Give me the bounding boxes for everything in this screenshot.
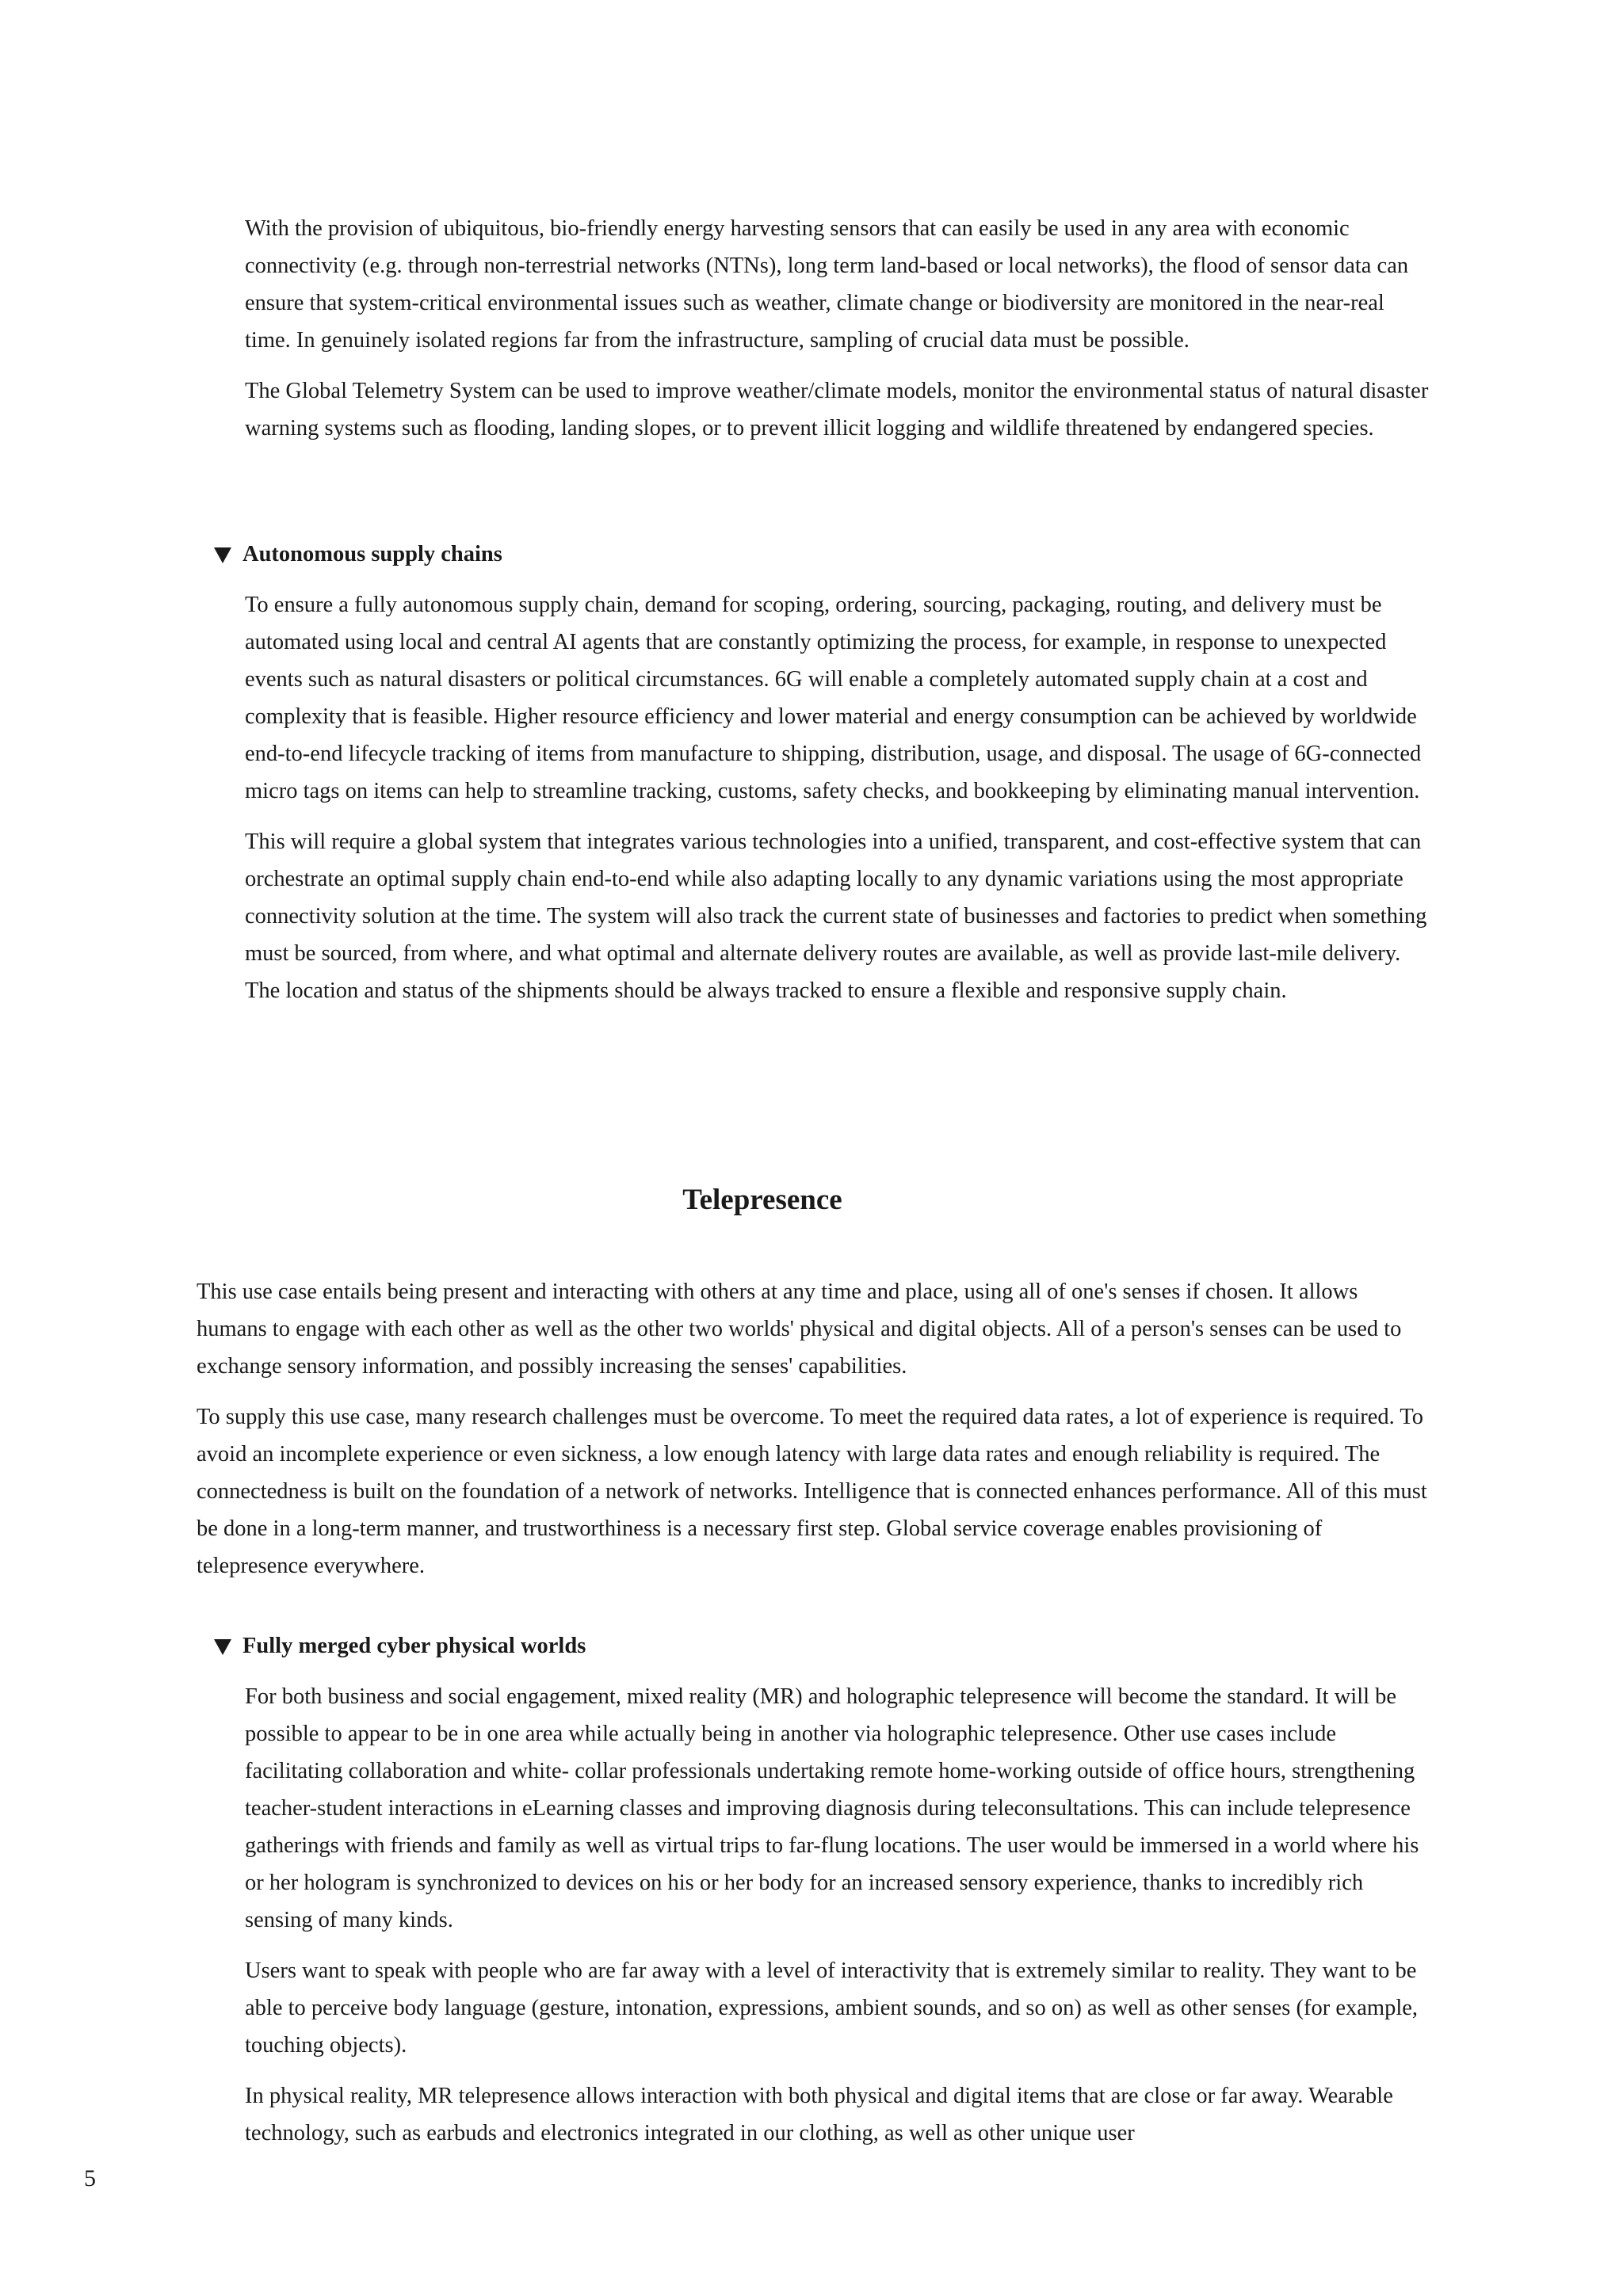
triangle-down-icon — [214, 1639, 231, 1655]
paragraph: This use case entails being present and interacting with others at any time and place, using all of one's senses if chosen. It allows humans to engage with each other as well as the other two worlds' physical and digital objects. All of a person's senses can be used to exchange sensory information, and possibly increasing the senses' capabilities. — [197, 1280, 1402, 1379]
paragraph: In physical reality, MR telepresence allows interaction with both physical and digital items that are close or far away. Wearable technology, such as earbuds and electronics integrated in our clothing, as well as other unique user — [245, 2084, 1393, 2145]
toggle-fully-merged-cyber-physical-worlds[interactable] — [214, 1630, 586, 1662]
page-number: 5 — [84, 2165, 96, 2191]
toggle-autonomous-supply-chains[interactable] — [214, 539, 502, 570]
paragraph: To ensure a fully autonomous supply chain, demand for scoping, ordering, sourcing, packaging, routing, and delivery must be automated using local and central AI agents that are constantly optimizing the process, for example, in response to unexpected events such as natural disasters or political circumstances. 6G will enable a completely automated supply chain at a cost and complexity that is feasible. Higher resource efficiency and lower material and energy consumption can be achieved by worldwide end-to-end lifecycle tracking of items from manufacture to shipping, distribution, usage, and disposal. The usage of 6G-connected micro tags on items can help to streamline tracking, customs, safety checks, and bookkeeping by eliminating manual intervention. — [245, 593, 1422, 803]
paragraph: To supply this use case, many research challenges must be overcome. To meet the required data rates, a lot of experience is required. To avoid an incomplete experience or even sickness, a low enough latency with large data rates and enough reliability is required. The connectedness is built on the foundation of a network of networks. Intelligence that is connected enhances performance. All of this must be done in a long-term manner, and trustworthiness is a necessary first step. Global service coverage enables provisioning of telepresence everywhere. — [197, 1405, 1427, 1578]
triangle-down-icon — [214, 547, 231, 563]
paragraph: The Global Telemetry System can be used to improve weather/climate models, monitor the environmental status of natural disaster warning systems such as flooding, landing slopes, or to prevent illicit logging and wildlife threatened by endangered species. — [245, 379, 1429, 441]
section-title: Telepresence — [682, 1184, 842, 1216]
telepresence-section — [197, 1273, 1433, 1585]
toggle-heading: Autonomous supply chains — [242, 542, 502, 566]
environment-section — [245, 210, 1434, 447]
toggle-heading: Fully merged cyber physical worlds — [242, 1634, 586, 1658]
paragraph: This will require a global system that integrates various technologies into a unified, transparent, and cost-effective system that can orchestrate an optimal supply chain end-to-end while also adapting locally to any dynamic variations using the most appropriate connectivity solution at the time. The system will also track the current state of businesses and factories to predict when something must be sourced, from where, and what optimal and alternate delivery routes are available, as well as provide last-mile delivery. The location and status of the shipments should be always tracked to ensure a flexible and responsive supply chain. — [245, 830, 1427, 1003]
paragraph: For both business and social engagement, mixed reality (MR) and holographic telepresence will become the standard. It will be possible to appear to be in one area while actually being in another via holographic telepresence. Other use cases include facilitating collaboration and white- collar professionals undertaking remote home-working outside of office hours, strengthening teacher-student interactions in eLearning classes and improving diagnosis during teleconsultations. This can include telepresence gatherings with friends and family as well as virtual trips to far-flung locations. The user would be immersed in a world where his or her hologram is synchronized to devices on his or her body for an increased sensory experience, thanks to incredibly rich sensing of many kinds. — [245, 1684, 1419, 1932]
paragraph: With the provision of ubiquitous, bio-friendly energy harvesting sensors that can easily be used in any area with economic connectivity (e.g. through non-terrestrial networks (NTNs), long term land-based or local networks), the flood of sensor data can ensure that system-critical environmental issues such as weather, climate change or biodiversity are monitored in the near-real time. In genuinely isolated regions far from the infrastructure, sampling of crucial data must be possible. — [245, 216, 1409, 353]
cyber-physical-section — [245, 1678, 1434, 2152]
supply-chains-section — [245, 586, 1434, 1009]
paragraph: Users want to speak with people who are far away with a level of interactivity that is extremely similar to reality. They want to be able to perceive body language (gesture, intonation, expressions, ambient sounds, and so on) as well as other senses (for example, touching objects). — [245, 1958, 1419, 2058]
